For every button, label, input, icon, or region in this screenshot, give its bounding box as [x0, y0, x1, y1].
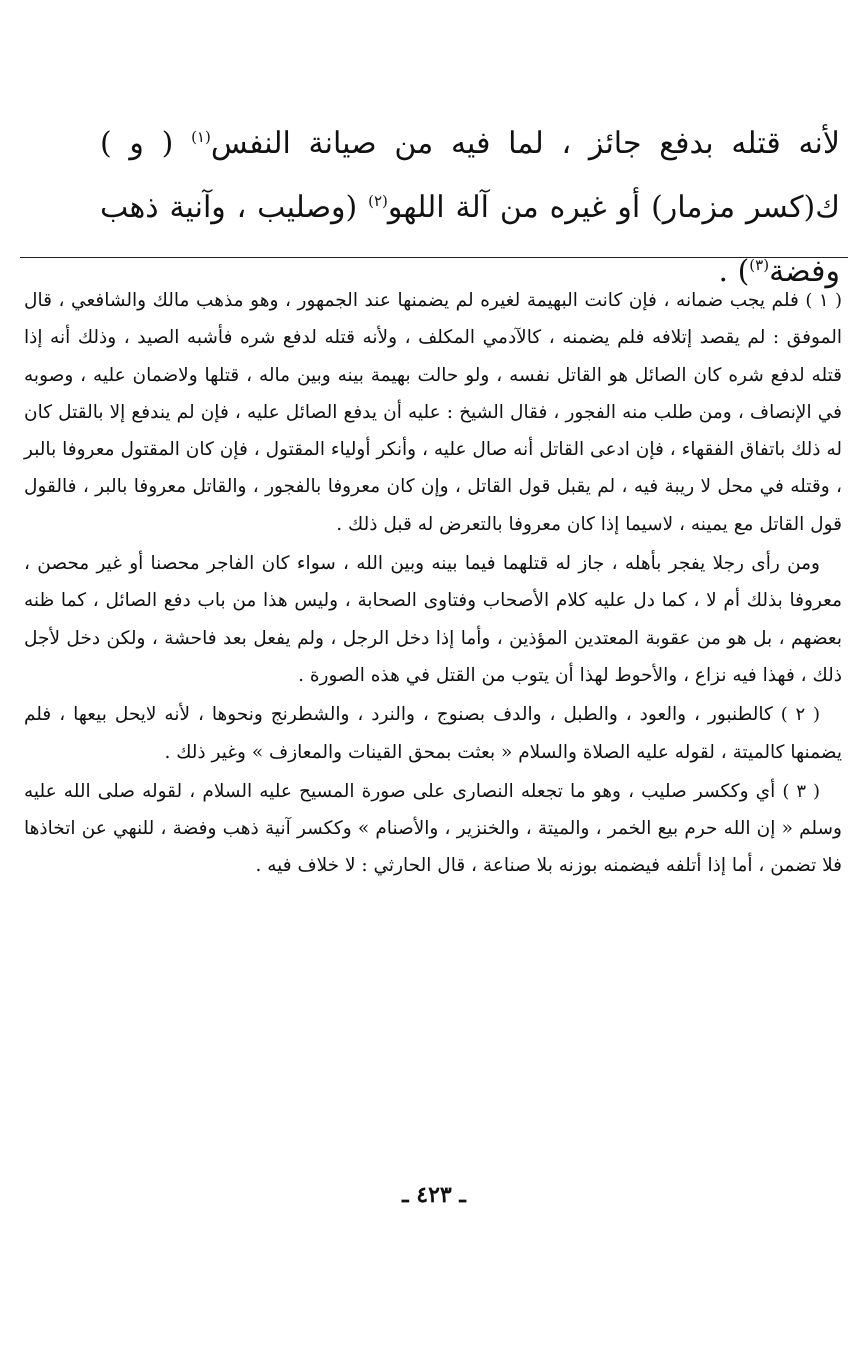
main-text	[100, 112, 840, 304]
footnote-2	[24, 696, 842, 771]
footnote-3-text: أي وككسر صليب ، وهو ما تجعله النصارى على صورة المسيح عليه السلام ، لقوله صلى الله عليه وسلم « إن الله حرم بيع الخمر ، والميتة ، والخنزير ، والأصنام » وككسر آنية ذهب وفضة ، للنهي عن اتخاذها فلا تضمن ، أما إذا أتلفه فيضمنه بوزنه بلا صناعة ، قال الحارثي : لا خلاف فيه .	[24, 780, 842, 877]
footnote-ref-1: (١)	[191, 128, 211, 146]
footnote-1-mark: ( ١ )	[805, 290, 842, 311]
main-text-part: لأنه قتله بدفع جائز ، لما فيه من صيانة النفس	[210, 126, 840, 161]
footnote-3	[24, 773, 842, 885]
footnote-1-paragraph-2: ومن رأى رجلا يفجر بأهله ، جاز له قتلهما فيما بينه وبين الله ، سواء كان الفاجر محصنا أو غير محصن ، معروفا بذلك أم لا ، كما دل عليه كلام الأصحاب وفتاوى الصحابة ، وليس هذا من باب دفع الصائل ، كما ظنه بعضهم ، بل هو من عقوبة المعتدين المؤذين ، وأما إذا دخل الرجل ، ولم يفعل بعد فاحشة ، ولكن دخل لأجل ذلك ، فهذا فيه نزاع ، والأحوط لهذا أن يتوب من القتل في هذه الصورة .	[24, 553, 842, 686]
footnote-1	[24, 282, 842, 543]
footnote-2-text: كالطنبور ، والعود ، والطبل ، والدف بصنوج ، والنرد ، والشطرنج ونحوها ، لأنه لايحل بيعها ، فلم يضمنها كالميتة ، لقوله عليه الصلاة والسلام « بعثت بمحق القينات والمعازف » وغير ذلك .	[24, 704, 842, 763]
footnote-ref-2: (٢)	[368, 192, 388, 210]
main-text-part: (وصليب ، وآنية ذهب وفضة	[100, 190, 840, 289]
footnote-2-mark: ( ٢ )	[780, 704, 821, 726]
footnote-3-mark: ( ٣ )	[782, 780, 820, 802]
main-text-part: ) .	[718, 254, 750, 289]
main-paragraph	[100, 112, 840, 304]
footnote-divider	[20, 257, 848, 258]
footnote-ref-3: (٣)	[749, 256, 770, 274]
main-text-part: ( و ) ك(كسر مزمار) أو غيره من آلة اللهو	[100, 126, 840, 225]
page-number: ـ ٤٢٣ ـ	[402, 1182, 466, 1208]
footnote-1-text: فلم يجب ضمانه ، فإن كانت البهيمة لغيره لم يضمنها عند الجمهور ، وهو مذهب مالك والشافعي ، قال الموفق : لم يقصد إتلافه فلم يضمنه ، كالآدمي المكلف ، ولأنه قتله لدفع شره فأشبه الصيد ، وذلك أنه إذا قتله لدفع شره كان الصائل هو القاتل نفسه ، ولو حالت بهيمة بينه وبين ماله ، قتلها ولاضمان عليه ، وصوبه في الإنصاف ، ومن طلب منه الفجور ، فقال الشيخ : عليه أن يدفع الصائل عليه ، فإن لم يندفع إلا بالقتل كان له ذلك باتفاق الفقهاء ، فإن ادعى القاتل أنه صال عليه ، وأنكر أولياء المقتول ، فإن كان المقتول معروفا بالبر ، وقتله في محل لا ريبة فيه ، لم يقبل قول القاتل ، وإن كان معروفا بالفجور ، والقاتل معروفا بالبر ، فالقول قول القاتل مع يمينه ، لاسيما إذا كان معروفا بالتعرض له قبل ذلك .	[24, 290, 842, 535]
footnotes	[24, 282, 842, 887]
